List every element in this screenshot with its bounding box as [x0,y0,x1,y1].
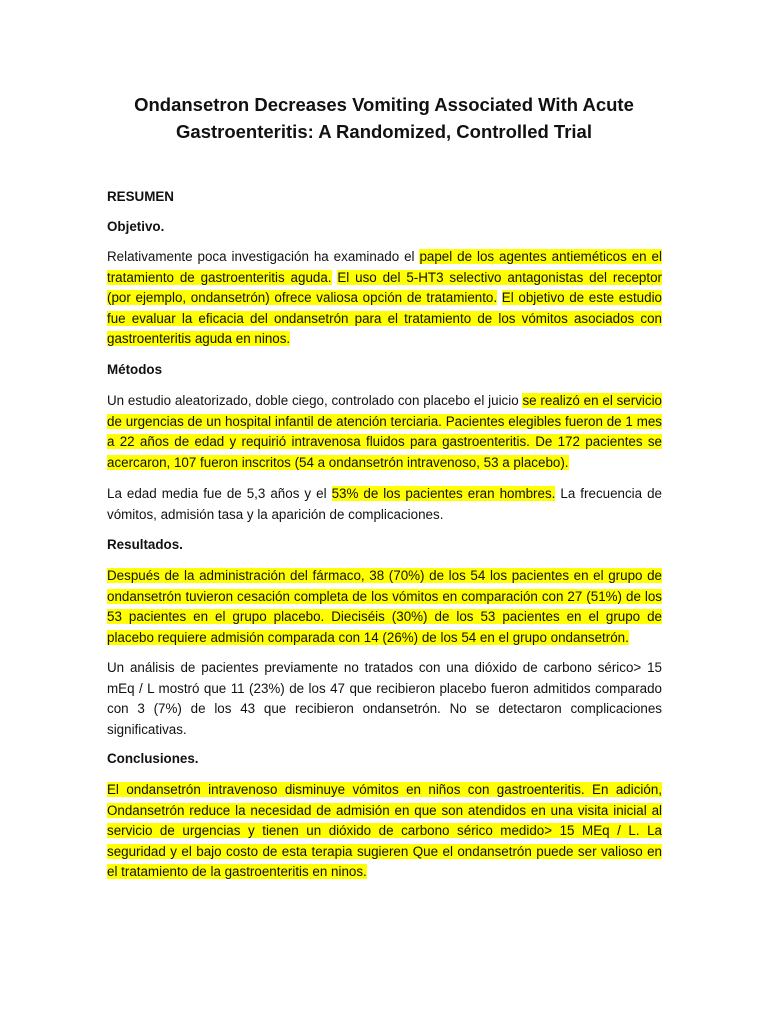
metodos-text-plain-2: La edad media fue de 5,3 años y el [107,486,332,501]
resultados-paragraph-1 [107,566,662,648]
metodos-text-plain-1: Un estudio aleatorizado, doble ciego, controlado con placebo el juicio [107,393,523,408]
resultados-highlight-1: Después de la administración del fármaco, 38 (70%) de los 54 los pacientes en el grupo de ondansetrón tuvieron cesación completa de los vómitos en comparación con 27 (51%) de los 53 pacientes en el grupo placebo. Dieciséis (30%) de los 53 pacientes en el grupo de placebo requiere admisión comparada con 14 (26%) de los 54 en el grupo ondansetrón. [107,568,662,645]
heading-resultados: Resultados. [107,537,183,552]
objetivo-highlight-3: El objetivo de este estudio fue evaluar la eficacia del ondansetrón para el tratamiento de los vómitos asociados con gastroenteritis aguda en ninos. [107,290,662,347]
heading-conclusiones: Conclusiones. [107,751,199,766]
metodos-text-plain-3: La frecuencia de vómitos, admisión tasa y la aparición de complicaciones. [107,486,663,522]
heading-resumen: RESUMEN [107,189,174,204]
objetivo-text-plain-1: Relativamente poca investigación ha examinado el [107,249,420,264]
metodos-paragraph-2 [107,484,662,525]
conclusiones-highlight-1: El ondansetrón intravenoso disminuye vómitos en niños con gastroenteritis. En adición, Ondansetrón reduce la necesidad de admisión en que son atendidos en una visita inicial al servicio de urgencias y tienen un dióxido de carbono sérico medido> 15 MEq / L. La seguridad y el bajo costo de esta terapia sugieren Que el ondansetrón puede ser valioso en el tratamiento de la gastroenteritis en ninos. [107,782,662,880]
title-line-2: Gastroenteritis: A Randomized, Controlled Trial [176,121,592,142]
metodos-highlight-1: se realizó en el servicio de urgencias de un hospital infantil de atención terciaria. Pacientes elegibles fueron de 1 mes a 22 años de edad y requirió intravenosa fluidos para gastroenteritis. De 172 pacientes se acercaron, 107 fueron inscritos (54 a ondansetrón intravenoso, 53 a placebo). [107,393,662,470]
metodos-highlight-2: 53% de los pacientes eran hombres. [331,486,556,501]
metodos-paragraph-1 [107,391,662,473]
resultados-paragraph-2: Un análisis de pacientes previamente no tratados con una dióxido de carbono sérico> 15 mEq / L mostró que 11 (23%) de los 47 que recibieron placebo fueron admitidos comparado con 3 (7%) de los 43 que recibieron ondansetrón. No se detectaron complicaciones significativas. [107,660,662,737]
title-line-1: Ondansetron Decreases Vomiting Associated With Acute [134,94,634,115]
document-title [60,91,708,145]
objetivo-highlight-2: El uso del 5-HT3 selectivo antagonistas del receptor (por ejemplo, ondansetrón) ofrece valiosa opción de tratamiento. [107,269,662,306]
heading-metodos: Métodos [107,362,163,377]
heading-objetivo: Objetivo. [107,219,165,234]
objetivo-paragraph [107,247,662,350]
conclusiones-paragraph [107,780,662,883]
objetivo-highlight-1: papel de los agentes antieméticos en el tratamiento de gastroenteritis aguda. [107,249,662,285]
